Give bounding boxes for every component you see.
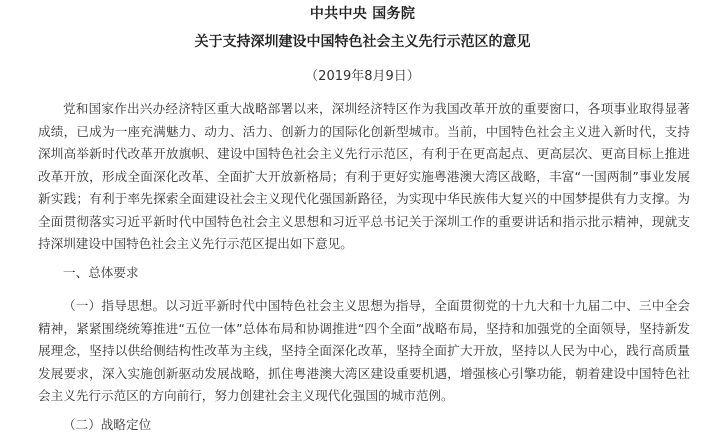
document-date: （2019年8月9日） [305, 69, 420, 84]
guiding-ideology-paragraph: （一）指导思想。以习近平新时代中国特色社会主义思想为指导，全面贯彻党的十九大和十九届二中、三中全会精神，紧紧围绕统筹推进“五位一体”总体布局和协调推进“四个全面”战略布局，坚持和加强党的全面领导，坚持新发展理念，坚持以供给侧结构性改革为主线，坚持全面深化改革，坚持全面扩大开放，坚持以人民为中心，践行高质量发展要求，深入实施创新驱动发展战略，抓住粤港澳大湾区建设重要机遇，增强核心引擎功能，朝着建设中国特色社会主义先行示范区的方向前行，努力创建社会主义现代化强国的城市范例。 [38, 298, 690, 403]
subsection-heading-strategic-positioning: （二）战略定位 [63, 417, 152, 432]
document-title: 关于支持深圳建设中国特色社会主义先行示范区的意见 [194, 34, 531, 50]
intro-paragraph: 党和国家作出兴办经济特区重大战略部署以来，深圳经济特区作为我国改革开放的重要窗口，各项事业取得显著成绩，已成为一座充满魅力、动力、活力、创新力的国际化创新型城市。当前，中国特色社会主义进入新时代，支持深圳高举新时代改革开放旗帜、建设中国特色社会主义先行示范区，有利于在更高起点、更高层次、更高目标上推进改革开放，形成全面深化改革、全面扩大开放新格局；有利于更好实施粤港澳大湾区战略，丰富“一国两制”事业发展新实践；有利于率先探索全面建设社会主义现代化强国新路径，为实现中华民族伟大复兴的中国梦提供有力支撑。为全面贯彻落实习近平新时代中国特色社会主义思想和习近平总书记关于深圳工作的重要讲话和指示批示精神，现就支持深圳建设中国特色社会主义先行示范区提出如下意见。 [38, 101, 690, 251]
section-heading-general-requirements: 一、总体要求 [63, 265, 139, 280]
document-issuer: 中共中央 国务院 [309, 6, 416, 22]
